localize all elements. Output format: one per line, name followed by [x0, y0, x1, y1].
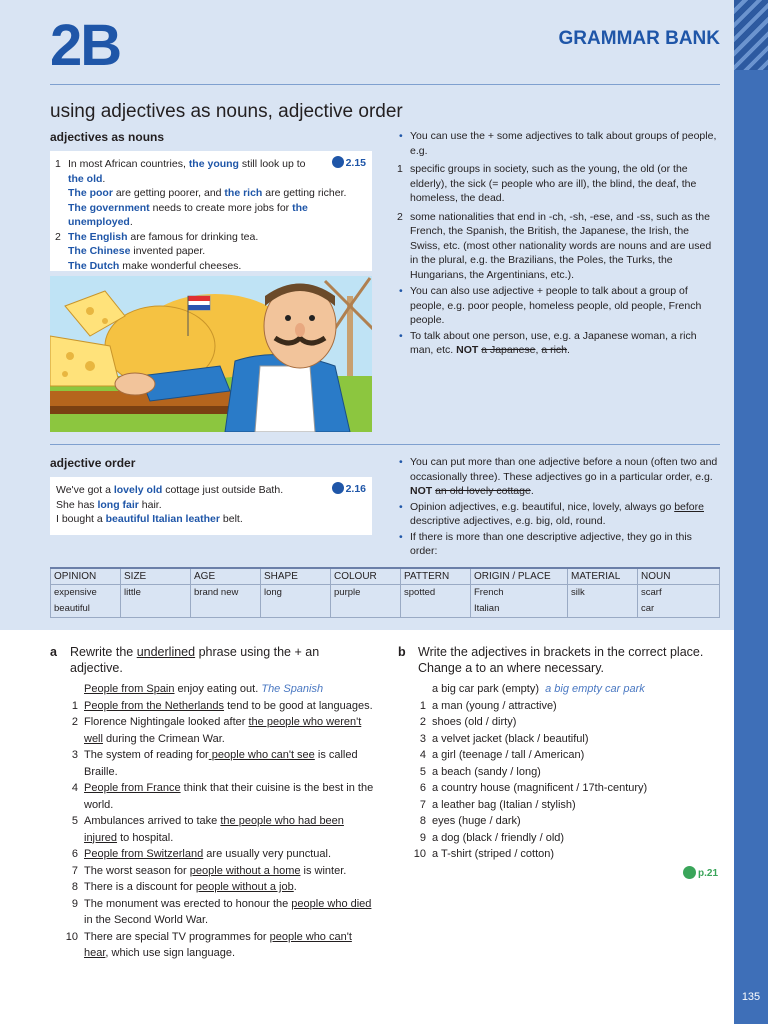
list-item: 6 a country house (magnificent / 17th-century) [419, 782, 648, 794]
list-item: 1 a man (young / attractive) [419, 699, 557, 712]
list-item: 7 The worst season for people without a home is winter. [71, 864, 347, 877]
divider [50, 84, 720, 85]
list-item: 10 a T-shirt (striped / cotton) [413, 848, 555, 860]
list-item: 10 There are special TV programmes for people who can't hear, which use sign language. [65, 930, 352, 959]
list-item: 1 People from the Netherlands tend to be good at languages. [71, 699, 373, 712]
table-row: expensive little brand new long purple spotted French silk scarf [51, 585, 720, 602]
section-heading-adjectives-as-nouns: adjectives as nouns [50, 130, 165, 144]
page-title: using adjectives as nouns, adjective order [50, 101, 403, 122]
list-item: 4 a girl (teenage / tall / American) [419, 749, 585, 761]
list-item: 2 shoes (old / dirty) [419, 716, 517, 728]
list-item: 4 People from France think that their cuisine is the best in the world. [71, 782, 374, 811]
exercise-a-list [65, 681, 374, 962]
list-item: a big car park (empty) a big empty car park [432, 683, 645, 695]
notes-adjective-order: • You can put more than one adjective before a noun (often two and occasionally three). These adjectives go in a particular order, e.g. NOT an old lovely cottage. • Opinion adjectives, e.g. beautiful, nice, lovely, always go before descriptive adjectives, e.g. big, old, round. • If there is more than one descriptive adjective, they go in this order: [397, 455, 722, 560]
table-row: beautiful Italian car [51, 601, 720, 618]
arrow-left-icon [683, 866, 696, 879]
list-item: 3 The system of reading for people who can't see is called Braille. [71, 749, 358, 778]
list-item: 5 Ambulances arrived to take the people who had been injured to hospital. [71, 815, 344, 844]
divider [50, 444, 720, 445]
list-item: 8 eyes (huge / dark) [419, 815, 521, 827]
list-item: 9 The monument was erected to honour the people who died in the Second World War. [71, 897, 372, 926]
page-number: 135 [741, 991, 761, 1003]
list-item: 9 a dog (black / friendly / old) [419, 831, 565, 844]
exercise-b-instructions: b Write the adjectives in brackets in the correct place. Change a to an where necessary. [398, 645, 704, 675]
list-item: 6 People from Switzerland are usually very punctual. [71, 848, 332, 860]
list-item: People from Spain enjoy eating out. The Spanish [84, 683, 324, 695]
unit-label: 2B [50, 13, 121, 78]
example-2: 2 The English are famous for drinking tea. [55, 230, 259, 243]
table-header-row: OPINION SIZE AGE SHAPE COLOUR PATTERN ORIGIN / PLACE MATERIAL NOUN [51, 568, 720, 585]
notes-adjectives-as-nouns: • You can use the + some adjectives to talk about groups of people, e.g. 1 specific groups in society, such as the young, the old (or the elderly), the sick (= people who are ill), the blind, the deaf, the homeless, the dead. 2 some nationalities that end in -ch, -sh, -ese, and -ss, such as the French, the Spanish, the British, the Japanese, the Irish, the Swiss, etc. (most other nationality words are nouns and are used in the plural, e.g. the Brazilians, the Poles, the Turks, the Hungarians, the Argentinians, etc.). • You can also use adjective + people to talk about a group of people, e.g. poor people, homeless people, old people, French people. • To talk about one person, use, e.g. a Japanese woman, a rich man, etc. NOT a Japanese, a rich. [397, 129, 722, 359]
adjective-order-table [50, 567, 720, 618]
list-item: 3 a velvet jacket (black / beautiful) [419, 732, 589, 745]
list-item: 7 a leather bag (Italian / stylish) [419, 798, 576, 811]
audio-ref[interactable]: 2.16 [332, 482, 366, 497]
cheese-seller-illustration [50, 276, 372, 432]
strip-pattern [734, 0, 768, 70]
page-link[interactable]: p.21 [683, 866, 718, 879]
section-heading-adjective-order: adjective order [50, 456, 136, 470]
exercise-a-instructions: a Rewrite the underlined phrase using the + an adjective. [50, 645, 320, 675]
example-1: 1 In most African countries, the young still look up to the old. [55, 158, 306, 185]
list-item: 5 a beach (sandy / long) [419, 765, 541, 778]
list-item: 2 Florence Nightingale looked after the people who weren't well during the Crimean War. [71, 716, 362, 745]
list-item: 8 There is a discount for people without a job. [71, 881, 297, 893]
side-strip [734, 0, 768, 1024]
grammar-bank-label: GRAMMAR BANK [558, 28, 720, 49]
example-box-1: 2.15 1 In most African countries, the young still look up to the old. The poor are getting poorer, and the rich are getting richer. The government needs to create more jobs for the unemployed. 2 The English are famous for drinking tea. The Chinese invented paper. The Dutch make wonderful cheeses. [50, 151, 372, 271]
audio-ref[interactable]: 2.15 [332, 156, 366, 171]
exercise-b-list [413, 681, 722, 863]
example-box-2: 2.16 We've got a lovely old cottage just outside Bath. She has long fair hair. I bought a beautiful Italian leather belt. [50, 477, 372, 535]
